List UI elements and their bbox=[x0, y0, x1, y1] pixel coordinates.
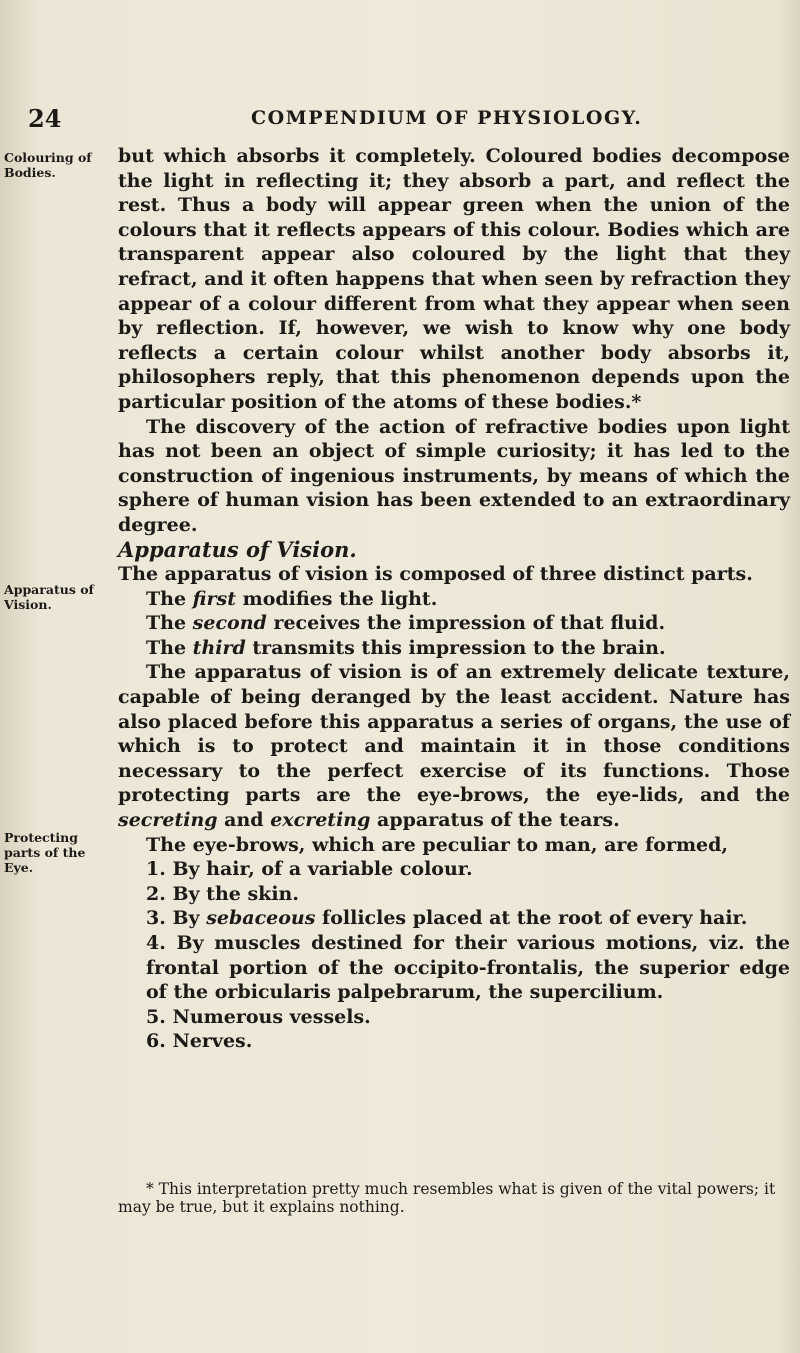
page-header bbox=[28, 104, 748, 134]
paragraph-third: The third transmits this impression to the brain. bbox=[146, 636, 666, 659]
footnote bbox=[118, 1180, 790, 1216]
paragraph-apparatus-parts: The apparatus of vision is composed of three distinct parts. bbox=[118, 563, 753, 586]
list-item-skin: 2. By the skin. bbox=[146, 882, 299, 905]
paragraph-delicate-texture: The apparatus of vision is of an extremely delicate texture, capable of being deranged by the least accident. Nature has also placed before this apparatus a series of organs, the use of which is to protect and maintain it in those conditions necessary to the perfect exercise of its functions. Those protecting parts are the eye-brows, the eye-lids, and the secreting and excreting apparatus of the tears. bbox=[118, 661, 790, 832]
list-item-hair: 1. By hair, of a variable colour. bbox=[146, 858, 473, 881]
list-item-vessels: 5. Numerous vessels. bbox=[146, 1005, 371, 1028]
paragraph-colouring: but which absorbs it completely. Coloured bodies decompose the light in reflecting it; they absorb a part, and reflect the rest. Thus a body will appear green when the union of the colours that it reflects appears of this colour. Bodies which are transparent appear also coloured by the light that they refract, and it often happens that when seen by refraction they appear of a colour different from what they appear when seen by reflection. If, however, we wish to know why one body reflects a certain colour whilst another body absorbs it, philosophers reply, that this phenomenon depends upon the particular position of the atoms of these bodies.* bbox=[118, 145, 790, 413]
list-item-nerves: 6. Nerves. bbox=[146, 1030, 253, 1053]
list-item-muscles: 4. By muscles destined for their various motions, viz. the frontal portion of the occipito-frontalis, the superior edge of the orbicularis palpebrarum, the supercilium. bbox=[146, 932, 790, 1004]
margin-note-apparatus: Apparatus of Vision. bbox=[4, 582, 94, 612]
paragraph-refractive: The discovery of the action of refractive bodies upon light has not been an object of simple curiosity; it has led to the construction of ingenious instruments, by means of which the sphere of human vision has been extended to an extraordinary degree. bbox=[118, 415, 790, 536]
margin-note-colouring: Colouring of Bodies. bbox=[4, 150, 92, 180]
paragraph-second: The second receives the impression of that fluid. bbox=[146, 612, 666, 635]
margin-note-protecting: Protecting parts of the Eye. bbox=[4, 830, 86, 875]
paragraph-eyebrows: The eye-brows, which are peculiar to man, are formed, bbox=[146, 833, 729, 856]
footnote-text: * This interpretation pretty much resembles what is given of the vital powers; it may be true, but it explains nothing. bbox=[118, 1180, 776, 1216]
running-head: COMPENDIUM OF PHYSIOLOGY. bbox=[251, 107, 643, 129]
section-title: Apparatus of Vision. bbox=[118, 536, 357, 562]
list-item-follicles: 3. By sebaceous follicles placed at the root of every hair. bbox=[146, 907, 748, 930]
paragraph-first: The first modifies the light. bbox=[146, 587, 438, 610]
body-text bbox=[118, 144, 790, 1054]
page-number: 24 bbox=[28, 104, 62, 133]
